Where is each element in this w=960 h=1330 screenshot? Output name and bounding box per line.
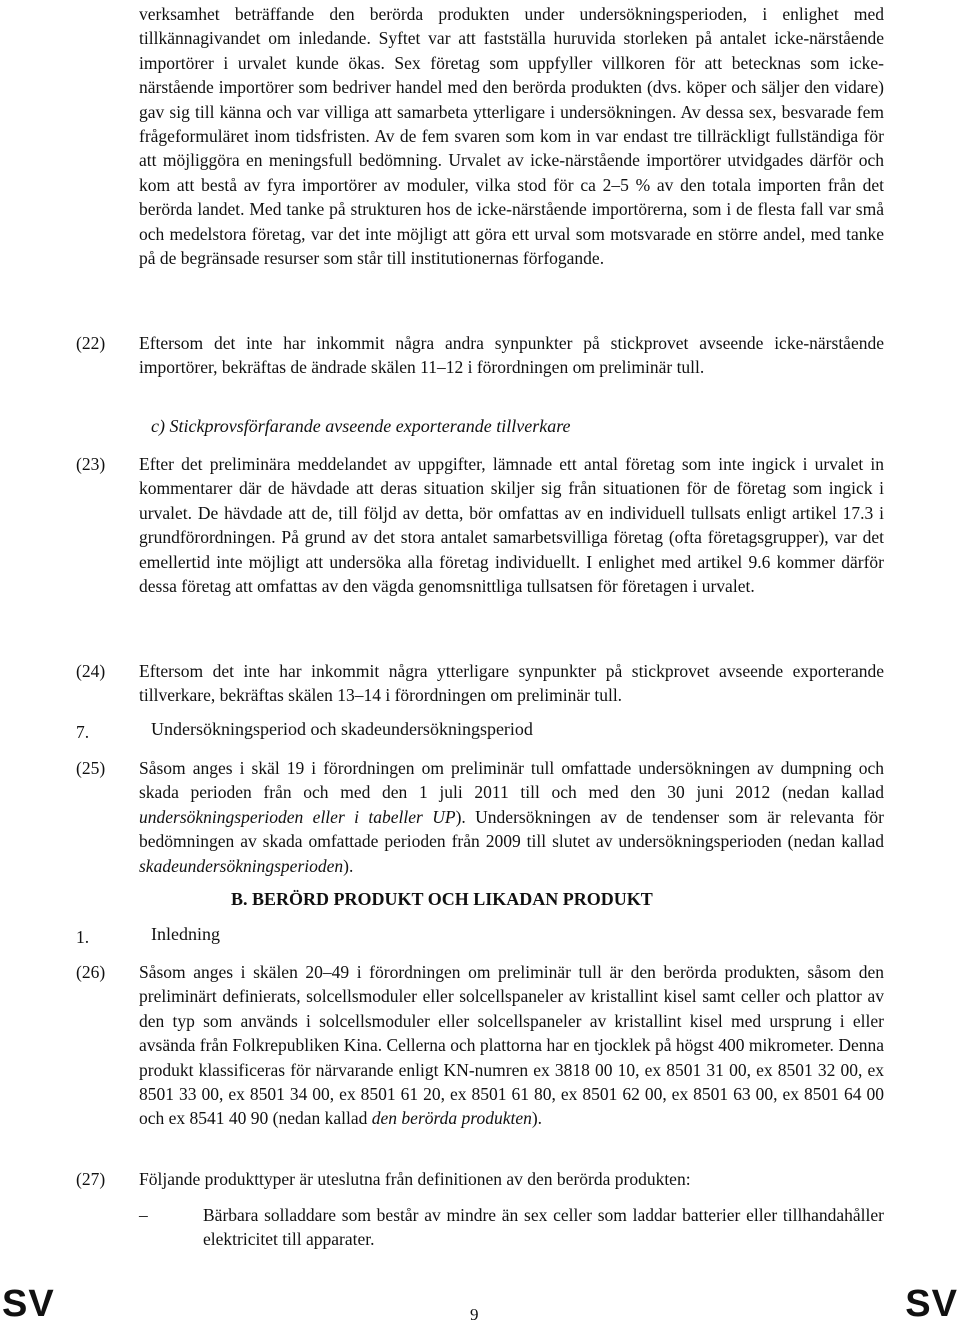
paragraph-number-25: (25): [76, 758, 106, 778]
paragraph-number-23: (23): [76, 454, 106, 474]
paragraph-number-22: (22): [76, 333, 106, 353]
section-heading-7: Undersökningsperiod och skadeundersökningsperiod: [151, 719, 533, 739]
section-heading-b: B. BERÖRD PRODUKT OCH LIKADAN PRODUKT: [231, 889, 653, 909]
paragraph-21-continuation: verksamhet beträffande den berörda produkten under undersökningsperioden, i enlighet med tillkännagivandet om inledande. Syftet var att fastställa huruvida storleken på antalet icke-närstående importörer i urvalet kunde ökas. Sex företag som uppfyller villkoren för att betecknas som icke-närstående importörer som bedriver handel med den berörda produkten (dvs. köper och säljer den vidare) gav sig till känna och var villiga att samarbeta ytterligare i undersökningen. Av dessa sex, besvarade fem frågeformuläret inom tidsfristen. Av de fem svaren som kom in var endast tre tillräckligt fullständiga för att möjliggöra en meningsfull bedömning. Urvalet av icke-närstående importörer utvidgades därför och kom att bestå av fyra importörer av moduler, vilka stod för ca 2–5 % av den totala importen från det berörda landet. Med tanke på strukturen hos de icke-närstående importörerna, som i de flesta fall var små och medelstora företag, var det inte möjligt att göra ett urval som motsvarade en större andel, med tanke på de begränsade resurser som står till institutionernas förfogande.: [139, 4, 884, 269]
paragraph-number-24: (24): [76, 661, 106, 681]
bullet-dash: –: [139, 1205, 148, 1225]
paragraph-24: Eftersom det inte har inkommit några ytterligare synpunkter på stickprovet avseende exporterande tillverkare, bekräftas skälen 13–14 i förordningen om preliminär tull.: [139, 661, 884, 706]
section-heading-inledning: Inledning: [151, 924, 220, 944]
subheading-c: c) Stickprovsförfarande avseende exporterande tillverkare: [151, 416, 571, 436]
paragraph-22: Eftersom det inte har inkommit några andra synpunkter på stickprovet avseende icke-närstående importörer, bekräftas de ändrade skälen 11–12 i förordningen om preliminär tull.: [139, 333, 884, 378]
paragraph-26: Såsom anges i skälen 20–49 i förordningen om preliminär tull är den berörda produkten, såsom den preliminärt definierats, solcellsmoduler eller solcellspaneler av kristallint kisel samt celler och plattor av den typ som används i solcellsmoduler eller solcellspaneler av kristallint kisel med ursprung i eller avsända från Folkrepubliken Kina. Cellerna och plattorna har en tjocklek på högst 400 mikrometer. Denna produkt klassificeras för närvarande enligt KN-numren ex 3818 00 10, ex 8501 31 00, ex 8501 32 00, ex 8501 33 00, ex 8501 34 00, ex 8501 61 20, ex 8501 61 80, ex 8501 62 00, ex 8501 63 00, ex 8501 64 00 och ex 8541 40 90 (nedan kallad den berörda produkten).: [139, 962, 884, 1129]
paragraph-23: Efter det preliminära meddelandet av uppgifter, lämnade ett antal företag som inte ingick i urvalet in kommentarer där de hävdade att deras situation skiljer sig från situationen för de företag som ingick i urvalet. De hävdade att de, till följd av detta, bör omfattas av en individuell tullsats enligt artikel 17.3 i grundförordningen. På grund av det stora antalet samarbetsvilliga företag (ofta företagsgrupper), var det emellertid inte möjligt att undersöka alla företag individuellt. I enlighet med artikel 9.6 kommer därför dessa företag att omfattas av den vägda genomsnittliga tullsatsen för företagen i urvalet.: [139, 454, 884, 597]
paragraph-number-26: (26): [76, 962, 106, 982]
language-code-left: SV: [2, 1283, 55, 1325]
paragraph-25: Såsom anges i skäl 19 i förordningen om preliminär tull omfattade undersökningen av dumpning och skada perioden från och med den 1 juli 2011 till och med den 30 juni 2012 (nedan kallad undersökningsperioden eller i tabeller UP). Undersökningen av de tendenser som är relevanta för bedömningen av skada omfattade perioden från 2009 till slutet av undersökningsperioden (nedan kallad skadeundersökningsperioden).: [139, 758, 884, 876]
paragraph-27: Följande produkttyper är uteslutna från definitionen av den berörda produkten:: [139, 1169, 691, 1189]
bullet-item-1: Bärbara solladdare som består av mindre än sex celler som laddar batterier eller tillhandahåller elektricitet till apparater.: [203, 1205, 884, 1250]
section-number-1: 1.: [76, 927, 90, 947]
section-number-7: 7.: [76, 722, 90, 742]
paragraph-number-27: (27): [76, 1169, 106, 1189]
language-code-right: SV: [905, 1283, 958, 1325]
page-number: 9: [470, 1305, 479, 1324]
